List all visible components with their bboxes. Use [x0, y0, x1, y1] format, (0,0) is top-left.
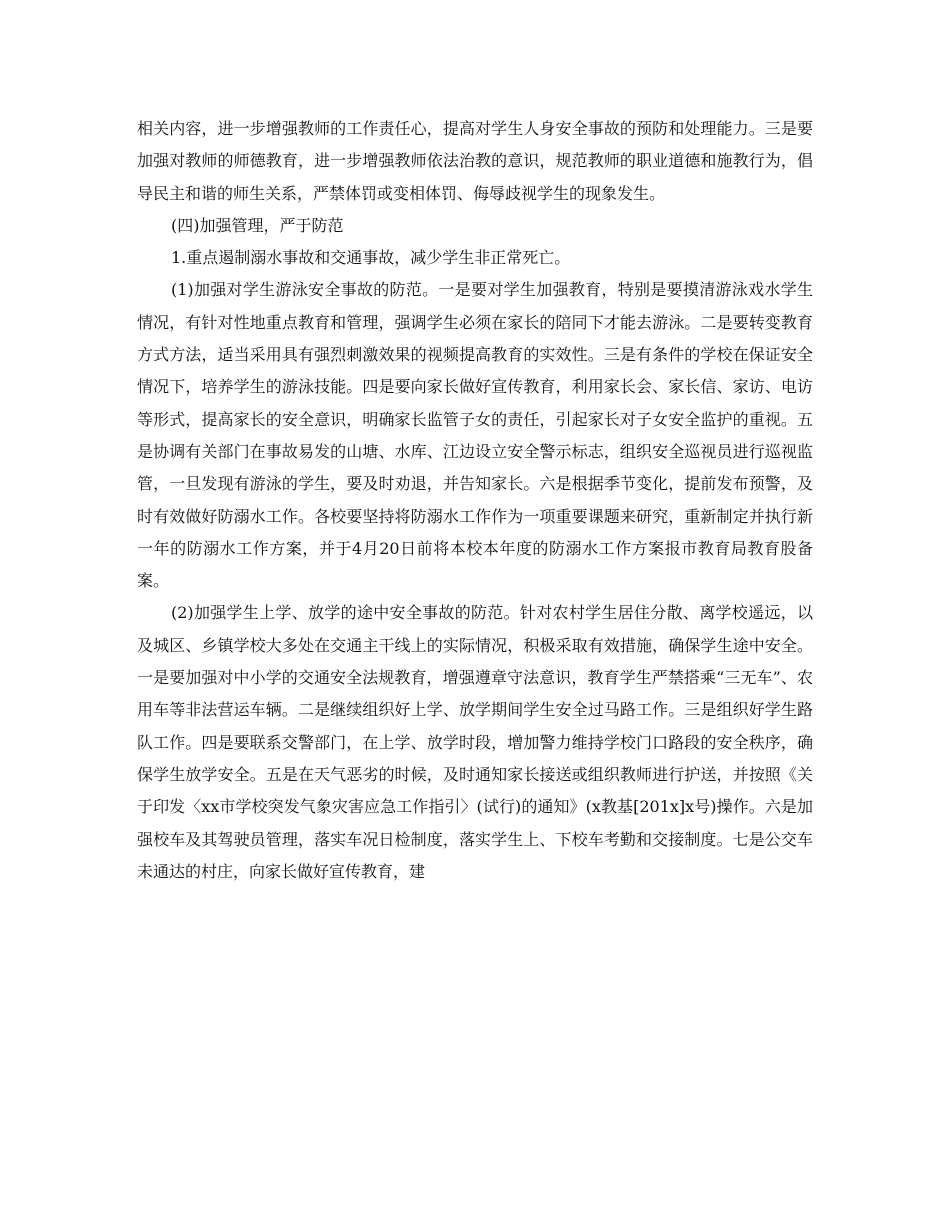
section-heading-management: (四)加强管理，严于防范 [171, 215, 344, 235]
paragraph-commute-safety: (2)加强学生上学、放学的途中安全事故的防范。针对农村学生居住分散、离学校遥远，以及城区、乡镇学校大多处在交通主干线上的实际情况，积极采取有效措施，确保学生途中安全。一是要加强对中小学的交通安全法规教育，增强遵章守法意识，教育学生严禁搭乘“三无车”、农用车等非法营运车辆。二是继续组织好上学、放学期间学生安全过马路工作。三是组织好学生路队工作。四是要联系交警部门，在上学、放学时段，增加警力维持学校门口路段的安全秩序，确保学生放学安全。五是在天气恶劣的时候，及时通知家长接送或组织教师进行护送，并按照《关于印发〈xx市学校突发气象灾害应急工作指引〉(试行)的通知》(x教基[201x]x号)操作。六是加强校车及其驾驶员管理，落实车况日检制度，落实学生上、下校车考勤和交接制度。七是公交车未通达的村庄，向家长做好宣传教育，建 [137, 603, 813, 881]
document-body [137, 113, 813, 888]
paragraph-swimming-safety: (1)加强对学生游泳安全事故的防范。一是要对学生加强教育，特别是要摸清游泳戏水学生情况，有针对性地重点教育和管理，强调学生必须在家长的陪同下才能去游泳。二是要转变教育方式方法，适当采用具有强烈刺激效果的视频提高教育的实效性。三是有条件的学校在保证安全情况下，培养学生的游泳技能。四是要向家长做好宣传教育，利用家长会、家长信、家访、电访等形式，提高家长的安全意识，明确家长监管子女的责任，引起家长对子女安全监护的重视。五是协调有关部门在事故易发的山塘、水库、江边设立安全警示标志，组织安全巡视员进行巡视监管，一旦发现有游泳的学生，要及时劝退，并告知家长。六是根据季节变化，提前发布预警，及时有效做好防溺水工作。各校要坚持将防溺水工作作为一项重要课题来研究，重新制定并执行新一年的防溺水工作方案，并于4月20日前将本校本年度的防溺水工作方案报市教育局教育股备案。 [137, 280, 813, 591]
paragraph-teacher-ethics: 相关内容，进一步增强教师的工作责任心，提高对学生人身安全事故的预防和处理能力。三是要加强对教师的师德教育，进一步增强教师依法治教的意识，规范教师的职业道德和施教行为，倡导民主和谐的师生关系，严禁体罚或变相体罚、侮辱歧视学生的现象发生。 [137, 119, 813, 203]
subsection-heading-accidents: 1.重点遏制溺水事故和交通事故，减少学生非正常死亡。 [171, 248, 571, 268]
